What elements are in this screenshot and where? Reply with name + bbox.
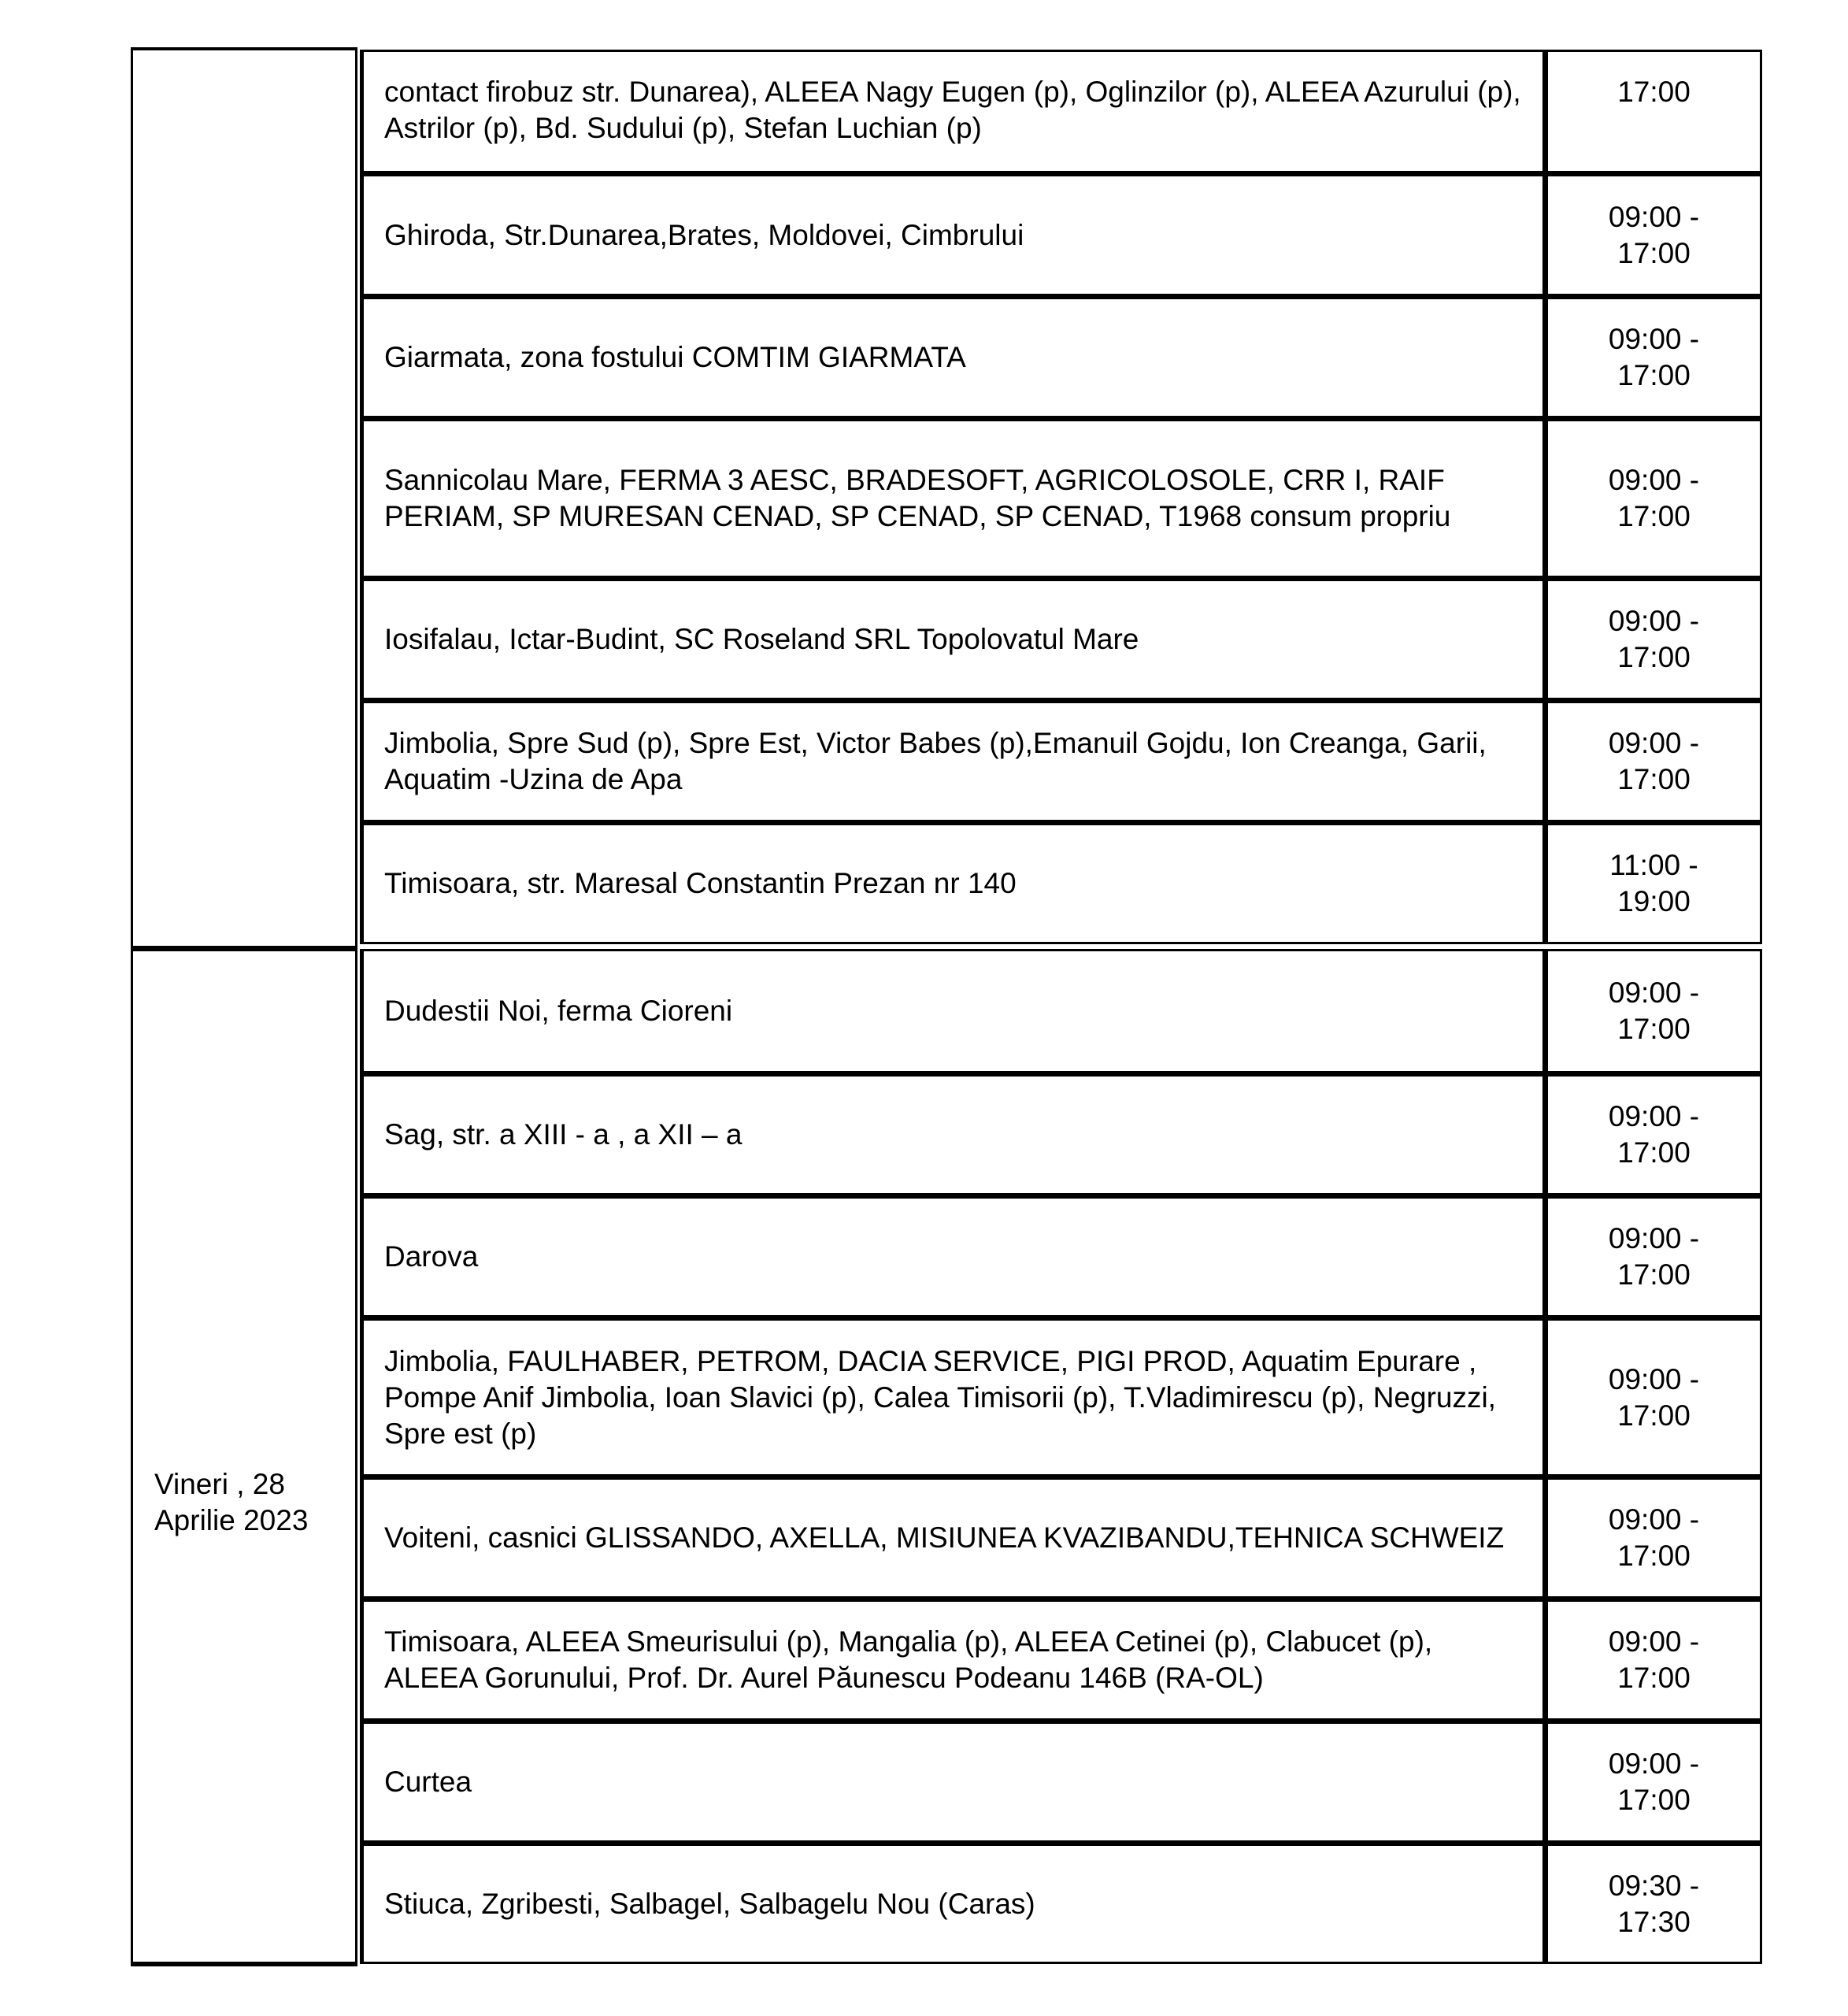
date-cell	[131, 946, 357, 1966]
table-row	[364, 1840, 1760, 1962]
table-row	[364, 820, 1760, 942]
date-cell	[131, 47, 357, 948]
location-cell: contact firobuz str. Dunarea), ALEEA Nagy Eugen (p), Oglinzilor (p), ALEEA Azurului (p), Astrilor (p), Bd. Sudului (p), Stefan Luchian (p)	[364, 52, 1548, 171]
location-cell: Ghiroda, Str.Dunarea,Brates, Moldovei, Cimbrului	[364, 176, 1548, 294]
time-cell: 09:00 - 17:00	[1608, 1362, 1700, 1432]
location-cell: Stiuca, Zgribesti, Salbagel, Salbagelu Nou (Caras)	[364, 1846, 1548, 1962]
table-row	[364, 294, 1760, 416]
location-cell: Jimbolia, Spre Sud (p), Spre Est, Victor Babes (p),Emanuil Gojdu, Ion Creanga, Garii, Aquatim -Uzina de Apa	[364, 703, 1548, 820]
time-cell: 09:00 - 17:00	[1608, 1625, 1700, 1694]
outage-schedule-table	[131, 47, 1762, 1966]
time-cell: 09:00 - 17:00	[1608, 464, 1700, 532]
table-row	[364, 171, 1760, 294]
time-cell: 09:00 - 17:00	[1608, 605, 1700, 673]
location-cell: Jimbolia, FAULHABER, PETROM, DACIA SERVICE, PIGI PROD, Aquatim Epurare , Pompe Anif Jimbolia, Ioan Slavici (p), Calea Timisorii (p), T.Vladimirescu (p), Negruzzi, Spre est (p)	[364, 1321, 1548, 1474]
table-row	[364, 416, 1760, 576]
time-cell: 09:30 - 17:30	[1608, 1869, 1700, 1938]
location-cell: Dudestii Noi, ferma Cioreni	[364, 951, 1548, 1071]
location-cell: Iosifalau, Ictar-Budint, SC Roseland SRL Topolovatul Mare	[364, 581, 1548, 698]
time-cell: 09:00 - 17:00	[1608, 1222, 1700, 1291]
time-cell: 09:00 - 17:00	[1608, 200, 1700, 269]
table-row	[364, 1193, 1760, 1315]
group-table	[360, 50, 1762, 944]
location-cell: Sag, str. a XIII - a , a XII – a	[364, 1077, 1548, 1193]
group-table	[360, 949, 1762, 1964]
time-cell: 09:00 - 17:00	[1608, 1100, 1700, 1169]
table-row	[364, 1596, 1760, 1718]
date-label: Vineri , 28 Aprilie 2023	[154, 1468, 309, 1536]
time-cell: 09:00 - 17:00	[1608, 976, 1700, 1045]
location-cell: Sannicolau Mare, FERMA 3 AESC, BRADESOFT, AGRICOLOSOLE, CRR I, RAIF PERIAM, SP MURESAN CENAD, SP CENAD, SP CENAD, T1968 consum propriu	[364, 421, 1548, 576]
location-cell: Giarmata, zona fostului COMTIM GIARMATA	[364, 299, 1548, 416]
table-row	[364, 1071, 1760, 1193]
location-cell: Darova	[364, 1199, 1548, 1315]
location-cell: Curtea	[364, 1724, 1548, 1840]
location-cell: Voiteni, casnici GLISSANDO, AXELLA, MISIUNEA KVAZIBANDU,TEHNICA SCHWEIZ	[364, 1480, 1548, 1596]
time-cell: 09:00 - 17:00	[1608, 323, 1700, 391]
time-cell: 11:00 - 19:00	[1609, 849, 1698, 917]
table-row	[364, 951, 1760, 1071]
time-cell: 09:00 - 17:00	[1608, 727, 1700, 795]
table-row	[364, 1718, 1760, 1840]
table-row	[364, 576, 1760, 698]
time-cell: 17:00	[1617, 76, 1691, 108]
time-cell: 09:00 - 17:00	[1608, 1503, 1700, 1572]
time-cell: 09:00 - 17:00	[1608, 1747, 1700, 1816]
location-cell: Timisoara, str. Maresal Constantin Prezan nr 140	[364, 825, 1548, 942]
table-row	[364, 1474, 1760, 1596]
location-cell: Timisoara, ALEEA Smeurisului (p), Mangalia (p), ALEEA Cetinei (p), Clabucet (p), ALEEA Gorunului, Prof. Dr. Aurel Păunescu Podeanu 146B (RA-OL)	[364, 1602, 1548, 1718]
table-row	[364, 52, 1760, 171]
table-row	[364, 698, 1760, 820]
table-row	[364, 1315, 1760, 1474]
